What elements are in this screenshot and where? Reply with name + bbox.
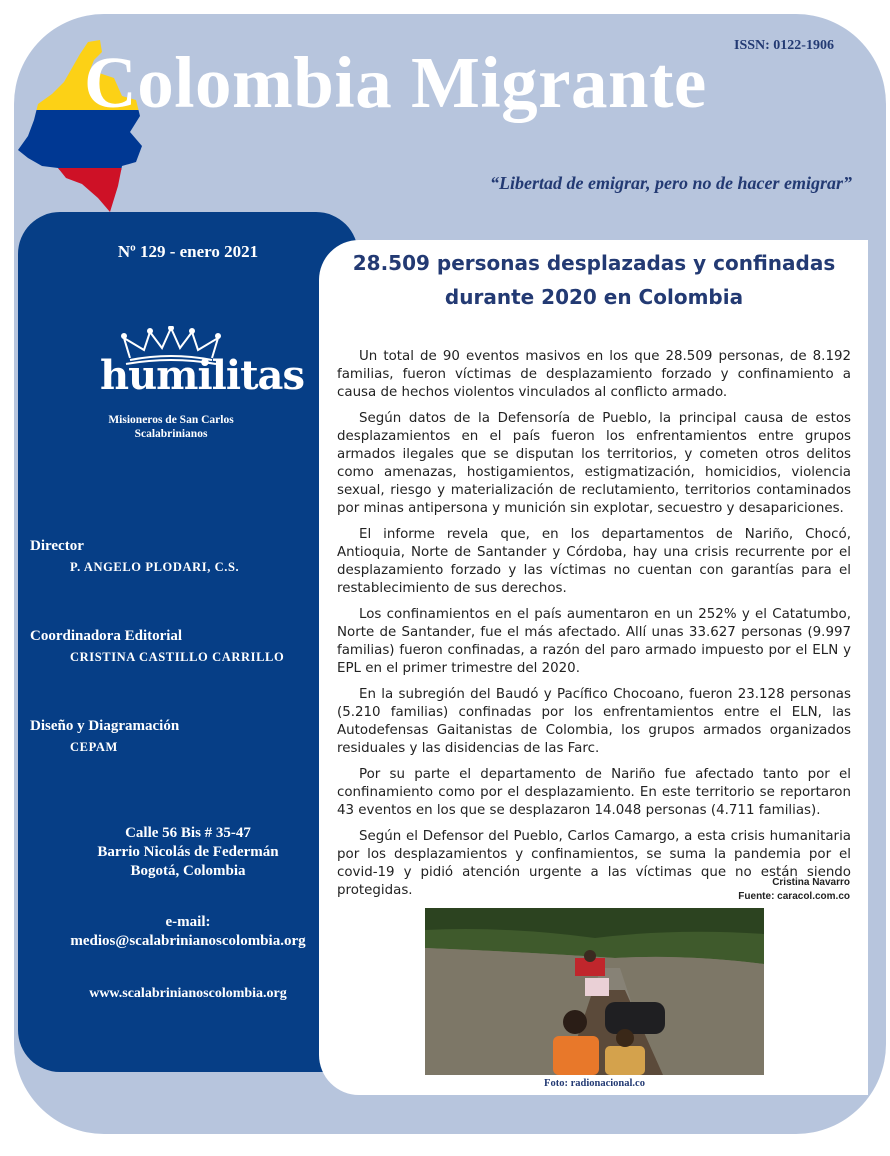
logo-wordmark: humilitas bbox=[100, 352, 304, 399]
article-panel bbox=[319, 240, 868, 1095]
article-paragraph: El informe revela que, en los departamentos de Nariño, Chocó, Antioquia, Norte de Santander y Córdoba, hay una crisis recurrente por el desplazamiento forzado y las víctimas no cuentan con garantías para el restablecimiento de sus derechos. bbox=[337, 527, 851, 596]
newsletter-title: Colombia Migrante bbox=[84, 42, 707, 123]
author-name: Cristina Navarro bbox=[772, 877, 850, 888]
river-boat-photo bbox=[425, 908, 764, 1075]
email-link[interactable]: medios@scalabrinianoscolombia.org bbox=[70, 933, 306, 949]
article-body bbox=[337, 348, 851, 908]
website-link[interactable]: www.scalabrinianoscolombia.org bbox=[89, 986, 287, 1001]
article-paragraph: En la subregión del Baudó y Pacífico Chocoano, fueron 23.128 personas (5.210 familias) confinadas por los enfrentamientos entre el ELN, las Autodefensas Gaitanistas de Colombia, los grupos armados organizados residuales y las disidencias de las Farc. bbox=[337, 687, 851, 756]
design-name: CEPAM bbox=[70, 740, 118, 754]
logo-subtitle-2: Scalabrinianos bbox=[134, 428, 208, 440]
article-paragraph: Un total de 90 eventos masivos en los que 28.509 personas, de 8.192 familias, fueron víctimas de desplazamiento forzado y confinamiento a causa de hechos violentos vinculados al conflicto armado. bbox=[337, 349, 851, 400]
article-paragraph: Los confinamientos en el país aumentaron en un 252% y el Catatumbo, Norte de Santander, fue el más afectado. Allí unas 33.627 personas (9.997 familias) fueron confinadas, a razón del paro armado impuesto por el ELN y EPL en el primer trimestre del 2020. bbox=[337, 607, 851, 676]
logo-subtitle-1: Misioneros de San Carlos bbox=[108, 414, 234, 426]
photo-caption: Foto: radionacional.co bbox=[544, 1078, 645, 1089]
article-paragraph: Según el Defensor del Pueblo, Carlos Camargo, a esta crisis humanitaria por los desplazamientos y confinamientos, se suma la pandemia por el covid-19 y pidió atención urgente a las víctimas que no están siendo protegidas. bbox=[337, 829, 851, 898]
address-line-2: Barrio Nicolás de Federmán bbox=[97, 844, 279, 860]
address-line-3: Bogotá, Colombia bbox=[130, 863, 246, 879]
motto: “Libertad de emigrar, pero no de hacer emigrar” bbox=[490, 173, 852, 193]
article-credit bbox=[738, 876, 850, 904]
design-label: Diseño y Diagramación bbox=[30, 718, 180, 734]
article-headline: 28.509 personas desplazadas y confinadas durante 2020 en Colombia bbox=[352, 251, 836, 309]
address-line-1: Calle 56 Bis # 35-47 bbox=[125, 825, 251, 841]
issn-label: ISSN: 0122-1906 bbox=[734, 38, 834, 53]
director-name: P. ANGELO PLODARI, C.S. bbox=[70, 560, 240, 574]
director-label: Director bbox=[30, 538, 84, 554]
article-source: Fuente: caracol.com.co bbox=[738, 891, 850, 902]
sidebar bbox=[18, 212, 358, 1072]
coordinator-name: CRISTINA CASTILLO CARRILLO bbox=[70, 650, 285, 664]
issue-number: Nº 129 - enero 2021 bbox=[117, 242, 259, 261]
email-label: e-mail: bbox=[165, 914, 211, 930]
article-paragraph: Por su parte el departamento de Nariño fue afectado tanto por el confinamiento como por el desplazamiento. En este territorio se reportaron 43 eventos en los que se desplazaron 14.048 personas (4.711 familias). bbox=[337, 767, 851, 818]
humilitas-logo bbox=[100, 326, 304, 446]
article-paragraph: Según datos de la Defensoría de Pueblo, la principal causa de estos desplazamientos en el país fueron los enfrentamientos entre grupos armados ilegales que se disputan los territorios, y cometen otros delitos como amenazas, hostigamientos, estigmatización, homicidios, violencia sexual, riesgo y materialización de reclutamiento, territorios contaminados por minas antipersona y munición sin explotar, secuestro y desapariciones. bbox=[337, 411, 851, 516]
coordinator-label: Coordinadora Editorial bbox=[30, 628, 183, 644]
